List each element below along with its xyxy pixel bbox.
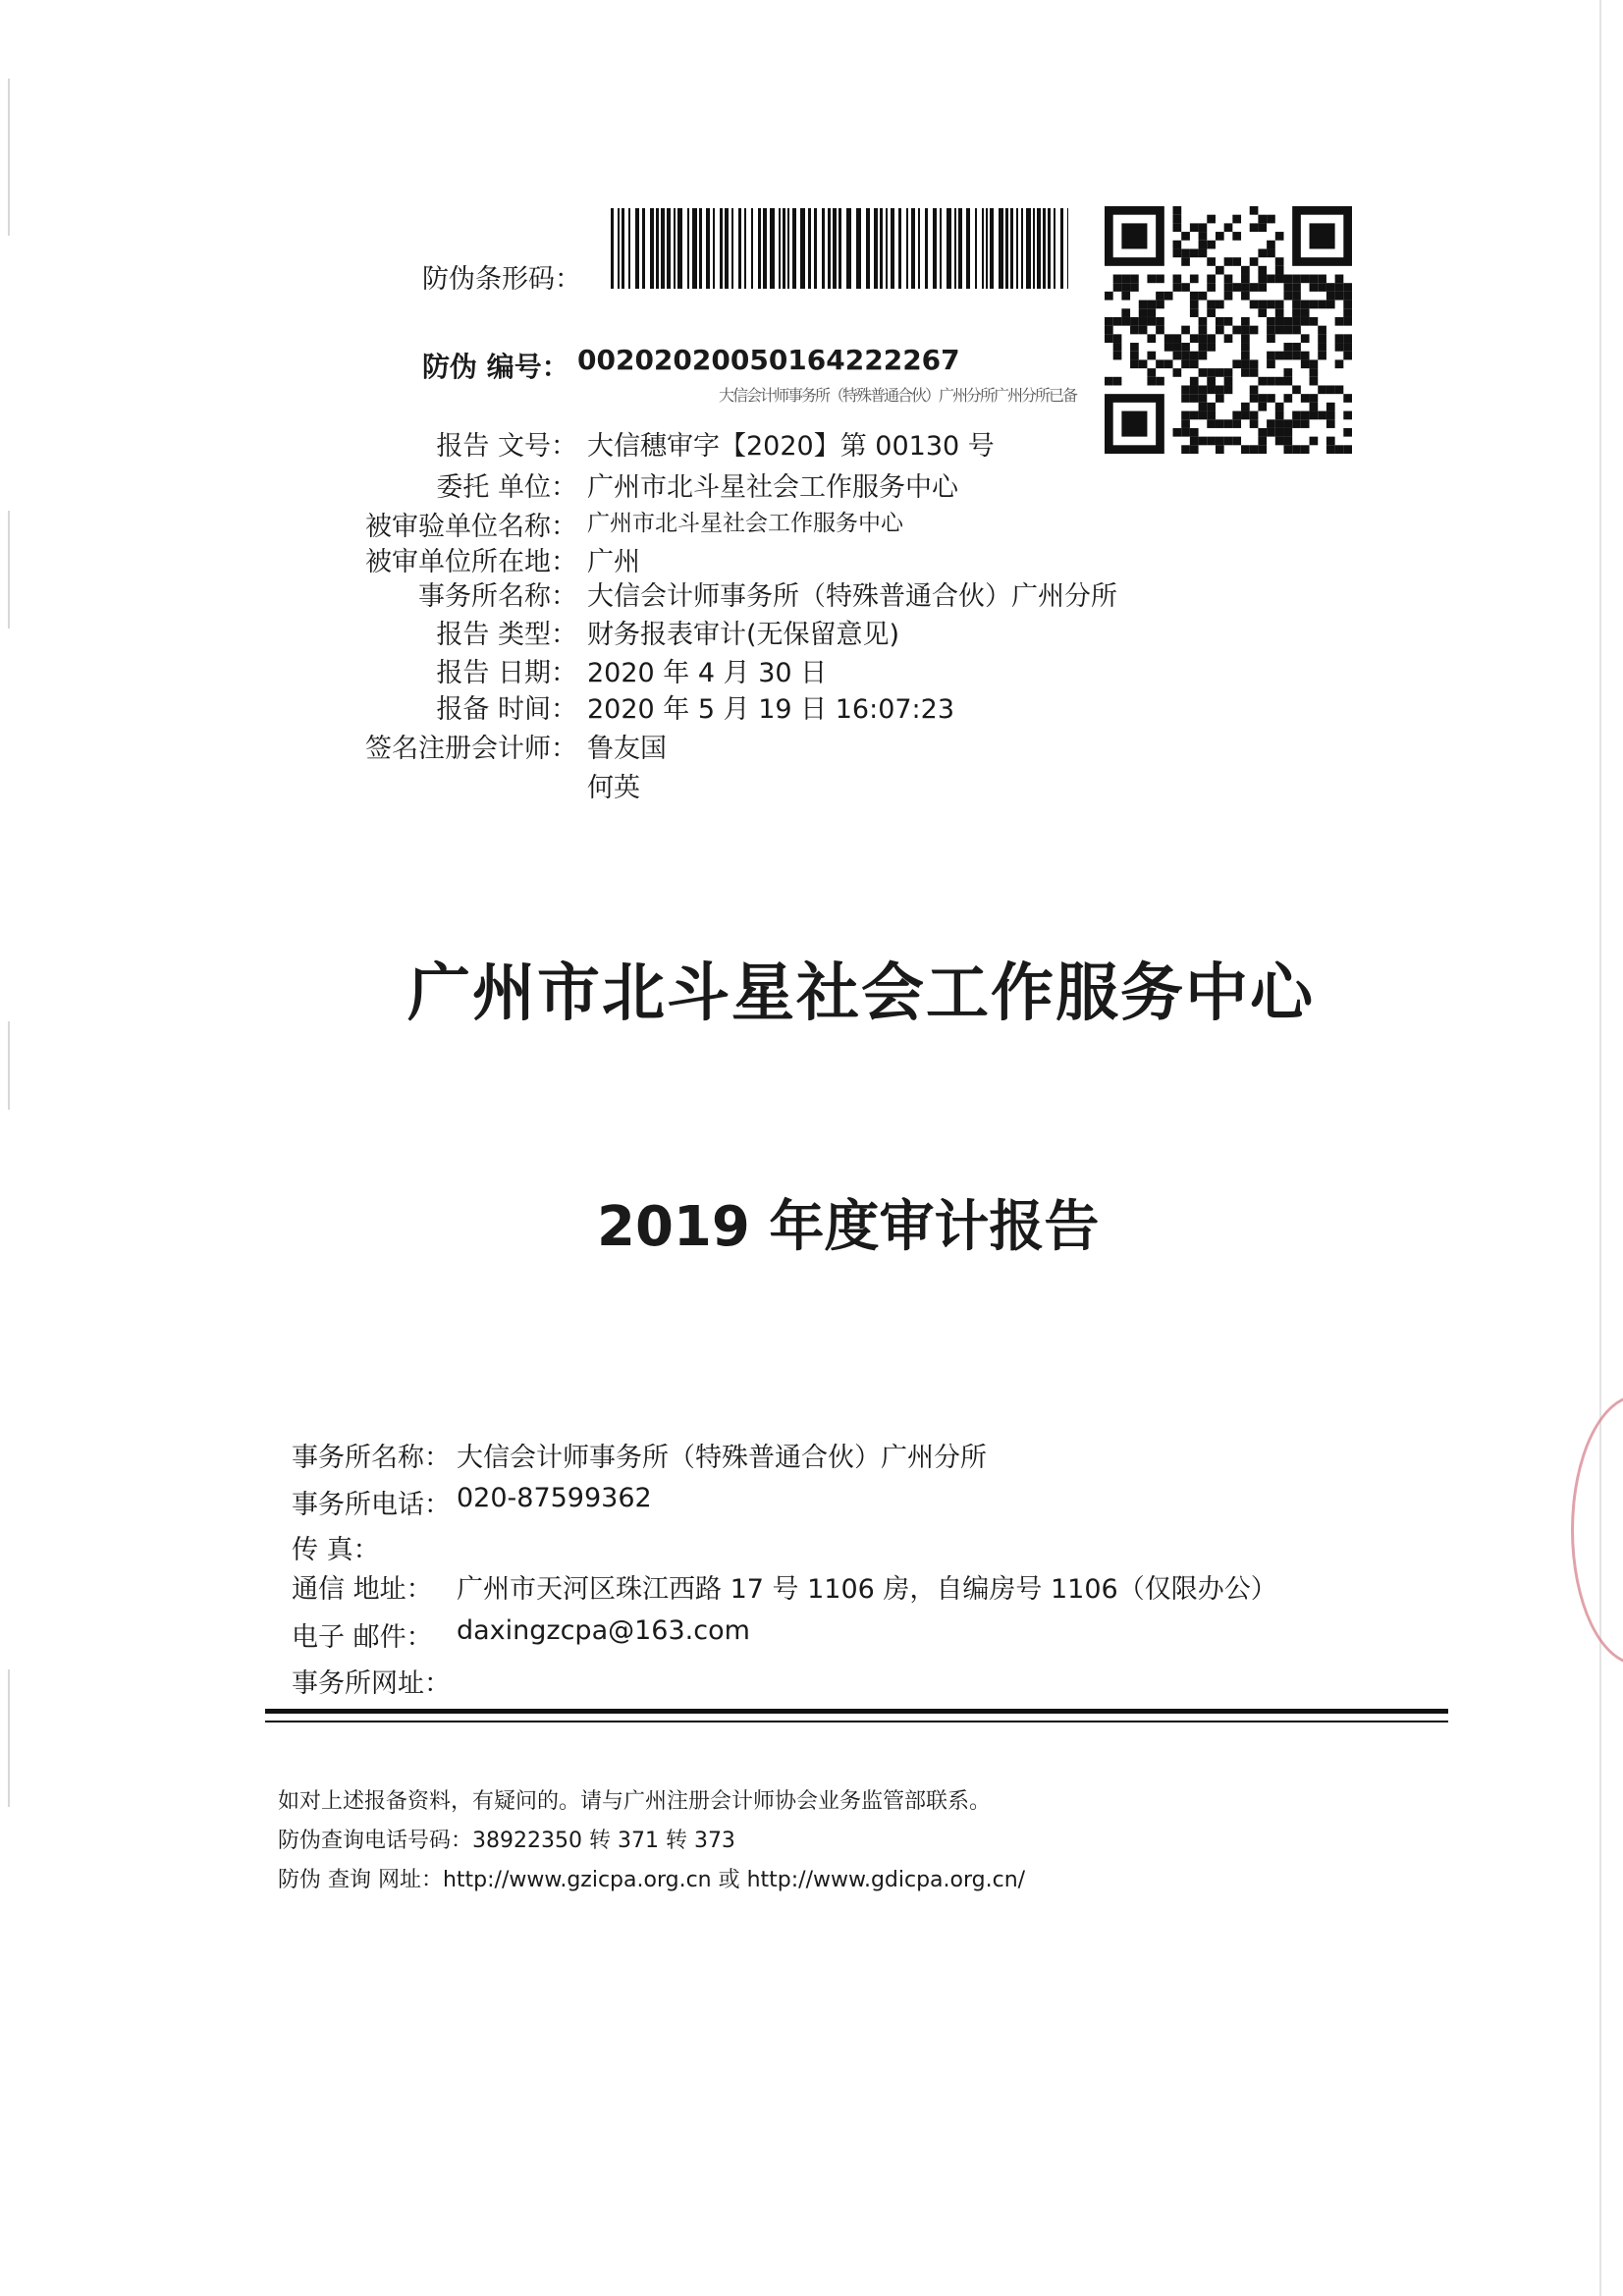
report-info-value: 鲁友国 xyxy=(587,734,667,764)
report-info-value: 大信穗审字【2020】第 00130 号 xyxy=(587,431,995,462)
report-info-value: 2020 年 4 月 30 日 xyxy=(587,658,828,688)
firm-info-label: 通信 地址： xyxy=(292,1574,433,1605)
anti-fake-code-label: 防伪 编号： xyxy=(422,351,569,383)
firm-info-value: 大信会计师事务所（特殊普通合伙）广州分所 xyxy=(457,1443,987,1473)
report-info-value: 财务报表审计(无保留意见) xyxy=(587,620,900,650)
main-title: 广州市北斗星社会工作服务中心 xyxy=(407,957,1315,1030)
report-info-label: 报告 日期： xyxy=(436,658,577,688)
footer-phone: 防伪查询电话号码：38922350 转 371 转 373 xyxy=(278,1829,735,1853)
report-info-label: 报告 文号： xyxy=(436,431,577,462)
report-info-value: 2020 年 5 月 19 日 16:07:23 xyxy=(587,694,955,725)
firm-info-label: 电子 邮件： xyxy=(292,1622,433,1653)
anti-fake-code-value: 00202020050164222267 xyxy=(577,344,960,376)
firm-info-label: 事务所电话： xyxy=(292,1490,451,1520)
report-info-label: 报告 类型： xyxy=(436,620,577,650)
scan-edge-mark xyxy=(8,1021,10,1110)
report-info-label: 事务所名称： xyxy=(418,581,577,612)
report-info-label: 被审验单位名称： xyxy=(365,512,577,542)
report-subtitle: 2019 年度审计报告 xyxy=(597,1195,1100,1259)
report-info-value: 广州 xyxy=(587,547,640,577)
divider-thin xyxy=(265,1721,1448,1722)
footer-website: 防伪 查询 网址：http://www.gzicpa.org.cn 或 http://www.gdicpa.org.cn/ xyxy=(278,1868,1026,1892)
scan-edge-mark xyxy=(8,79,10,236)
firm-info-label: 传 真： xyxy=(292,1535,380,1565)
report-info-value: 何英 xyxy=(587,773,640,803)
firm-info-label: 事务所名称： xyxy=(292,1443,451,1473)
report-info-label: 委托 单位： xyxy=(436,472,577,503)
report-info-value: 大信会计师事务所（特殊普通合伙）广州分所 xyxy=(587,581,1117,612)
barcode-image xyxy=(611,208,1068,289)
red-seal-stamp xyxy=(1571,1394,1623,1666)
report-info-label: 签名注册会计师： xyxy=(365,734,577,764)
firm-info-label: 事务所网址： xyxy=(292,1668,451,1699)
report-info-label: 报备 时间： xyxy=(436,694,577,725)
scan-edge-mark xyxy=(8,511,10,629)
report-info-label: 被审单位所在地： xyxy=(365,547,577,577)
report-info-value: 广州市北斗星社会工作服务中心 xyxy=(587,472,958,503)
barcode-label: 防伪条形码： xyxy=(422,264,581,295)
footer-contact-note: 如对上述报备资料，有疑问的。请与广州注册会计师协会业务监管部联系。 xyxy=(278,1789,992,1814)
firm-info-value: 广州市天河区珠江西路 17 号 1106 房，自编房号 1106（仅限办公） xyxy=(457,1574,1277,1605)
report-info-value: 广州市北斗星社会工作服务中心 xyxy=(587,511,903,536)
anti-fake-firm-stamp-text: 大信会计师事务所（特殊普通合伙）广州分所广州分所已备 xyxy=(719,386,1077,405)
firm-info-value: daxingzcpa@163.com xyxy=(457,1615,750,1646)
scan-edge-mark xyxy=(1599,0,1601,2296)
qr-code-image xyxy=(1105,206,1352,454)
firm-info-value: 020-87599362 xyxy=(457,1483,652,1513)
scan-edge-mark xyxy=(8,1669,10,1807)
divider-thick xyxy=(265,1709,1448,1714)
